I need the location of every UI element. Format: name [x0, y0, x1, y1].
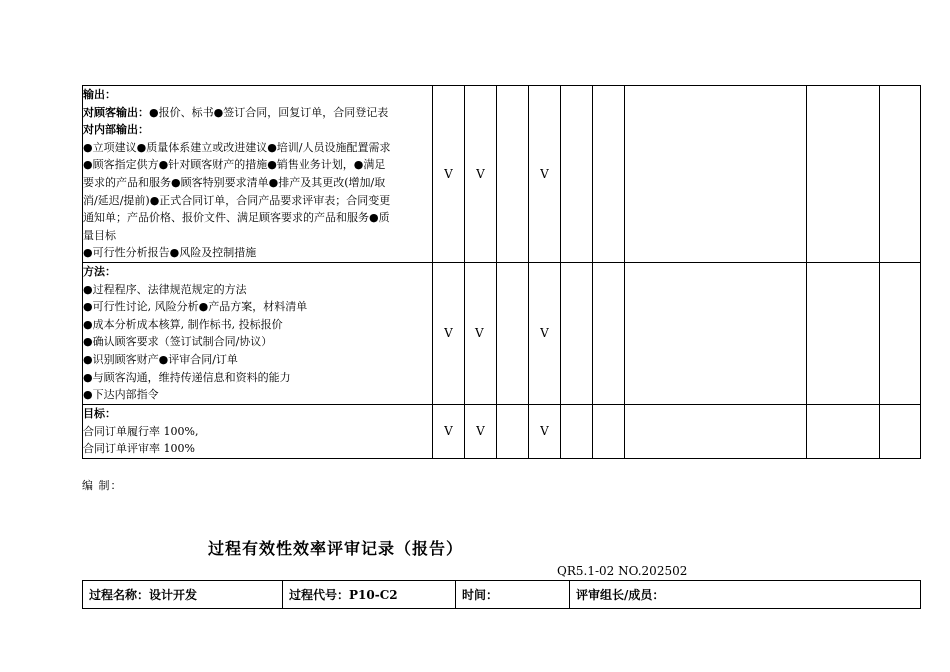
content-line-text: ●识别顾客财产●评审合同/订单: [83, 353, 238, 367]
content-line-rest: ●报价、标书●签订合同，回复订单，合同登记表: [149, 105, 389, 119]
content-line: [83, 263, 432, 281]
content-line: [83, 369, 432, 387]
empty-cell: [593, 404, 625, 458]
check-mark: V: [444, 326, 453, 341]
content-line: [83, 351, 432, 369]
empty-cell: [593, 262, 625, 404]
time-label: 时间：: [462, 588, 499, 602]
check-mark-cell: [497, 404, 529, 458]
table-row: [83, 262, 921, 404]
check-mark-cell: [465, 262, 497, 404]
content-line: [83, 405, 432, 423]
content-line-text: 要求的产品和服务●顾客特别要求清单●排产及其更改(增加/取: [83, 175, 386, 189]
row-content-cell: [83, 404, 433, 458]
check-mark-cell: [529, 262, 561, 404]
content-line-text: ●成本分析成本核算, 制作标书, 投标报价: [83, 317, 283, 331]
content-line-text: 合同订单履行率 100%,: [83, 424, 199, 438]
content-line-text: ●可行性分析报告●风险及控制措施: [83, 246, 257, 260]
content-line: [83, 298, 432, 316]
process-code-value: P10-C2: [349, 588, 398, 602]
content-line: [83, 156, 432, 174]
check-mark-cell: [433, 86, 465, 263]
check-mark-cell: [529, 404, 561, 458]
content-line: [83, 139, 432, 157]
content-line: [83, 86, 432, 104]
check-mark-cell: [529, 86, 561, 263]
content-line: [83, 244, 432, 262]
check-mark: V: [475, 326, 484, 341]
empty-cell: [625, 262, 807, 404]
empty-cell: [807, 262, 880, 404]
page-title: 过程有效性效率评审记录（报告）: [208, 539, 464, 558]
process-name-value: 设计开发: [149, 588, 198, 602]
check-mark-cell: [497, 86, 529, 263]
check-mark-cell: [465, 404, 497, 458]
content-line: [83, 423, 432, 441]
empty-cell: [807, 404, 880, 458]
check-mark: V: [444, 424, 453, 439]
content-line: [83, 174, 432, 192]
content-line-text: 对顾客输出：: [83, 105, 149, 119]
review-team-cell: [570, 581, 921, 609]
content-line: [83, 192, 432, 210]
time-cell: [456, 581, 570, 609]
content-line: [83, 227, 432, 245]
empty-cell: [880, 262, 921, 404]
row-content-cell: [83, 262, 433, 404]
content-line-text: ●下达内部指令: [83, 388, 159, 402]
empty-cell: [625, 404, 807, 458]
content-line-text: ●立项建议●质量体系建立或改进建议●培训/人员设施配置需求: [83, 140, 391, 154]
process-code-cell: [283, 581, 456, 609]
check-mark: V: [476, 166, 485, 181]
empty-cell: [561, 404, 593, 458]
check-mark: V: [444, 166, 453, 181]
content-line-text: 对内部输出：: [83, 123, 149, 137]
check-mark-cell: [433, 404, 465, 458]
content-line-text: 方法：: [83, 265, 116, 279]
content-line-text: 目标：: [83, 406, 116, 420]
review-matrix-body: [83, 86, 921, 459]
content-line-text: 消/延迟/提前)●正式合同订单，合同产品要求评审表；合同变更: [83, 193, 391, 207]
process-name-label: 过程名称：: [89, 588, 150, 602]
content-line-text: ●过程程序、法律规范规定的方法: [83, 282, 247, 296]
process-info-table: [82, 580, 921, 609]
content-line: [83, 386, 432, 404]
check-mark-cell: [433, 262, 465, 404]
table-row: [83, 86, 921, 263]
content-line: [83, 440, 432, 458]
empty-cell: [807, 86, 880, 263]
content-line: [83, 121, 432, 139]
check-mark: V: [540, 424, 549, 439]
content-line-text: 通知单；产品价格、报价文件、满足顾客要求的产品和服务●质: [83, 211, 390, 225]
content-line: [83, 333, 432, 351]
content-line-text: ●顾客指定供方●针对顾客财产的措施●销售业务计划，●满足: [83, 158, 386, 172]
empty-cell: [880, 404, 921, 458]
content-line-text: ●与顾客沟通，维持传递信息和资料的能力: [83, 370, 291, 384]
editor-label: 编 制：: [82, 479, 123, 492]
content-line: [83, 281, 432, 299]
row-content-cell: [83, 86, 433, 263]
content-line: [83, 316, 432, 334]
check-mark-cell: [497, 262, 529, 404]
content-line-text: 输出：: [83, 88, 116, 101]
empty-cell: [593, 86, 625, 263]
content-line: [83, 209, 432, 227]
empty-cell: [880, 86, 921, 263]
content-line-text: ●可行性讨论, 风险分析●产品方案，材料清单: [83, 300, 308, 314]
check-mark: V: [540, 166, 549, 181]
content-line: [83, 104, 432, 122]
empty-cell: [561, 86, 593, 263]
check-mark: V: [476, 424, 485, 439]
check-mark-cell: [465, 86, 497, 263]
table-row: [83, 404, 921, 458]
content-line-text: ●确认顾客要求（签订试制合同/协议）: [83, 335, 273, 349]
empty-cell: [561, 262, 593, 404]
review-matrix-table: [82, 85, 921, 459]
document-code: QR5.1-02 NO.202502: [557, 564, 688, 578]
process-name-cell: [83, 581, 283, 609]
content-line-text: 量目标: [83, 228, 116, 242]
review-team-label: 评审组长/成员：: [576, 588, 665, 602]
process-info-row: [83, 581, 921, 609]
content-line-text: 合同订单评审率 100%: [83, 442, 195, 456]
empty-cell: [625, 86, 807, 263]
process-code-label: 过程代号：: [289, 588, 350, 602]
check-mark: V: [540, 326, 549, 341]
